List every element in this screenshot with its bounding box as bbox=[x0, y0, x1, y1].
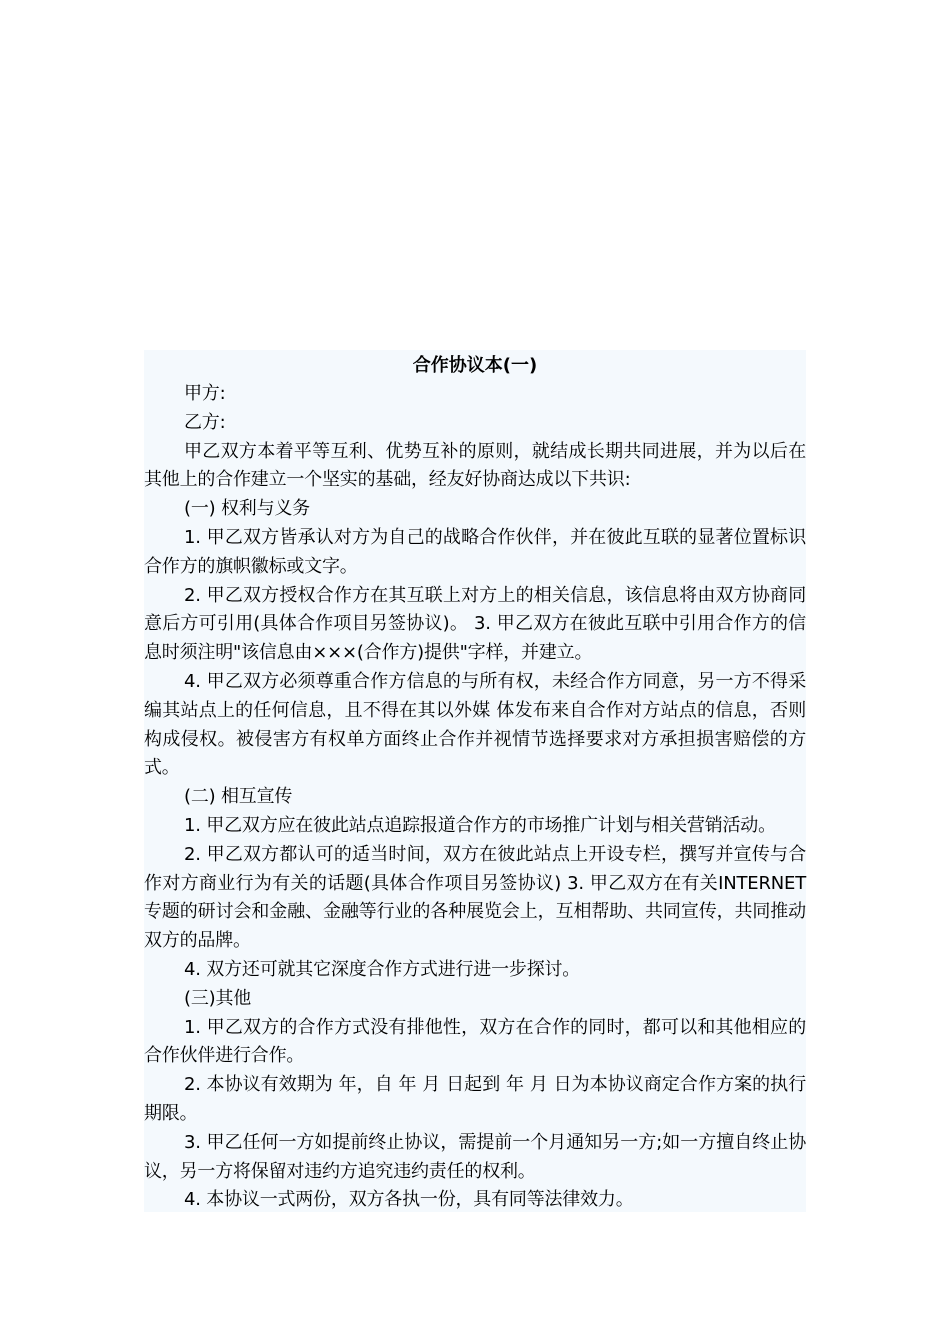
clause-paragraph: 1. 甲乙双方应在彼此站点追踪报道合作方的市场推广计划与相关营销活动。 bbox=[184, 814, 776, 836]
clause-paragraph: 1. 甲乙双方的合作方式没有排他性，双方在合作的同时，都可以和其他相应的合作伙伴进行合作。 bbox=[144, 1016, 806, 1067]
section-heading-other: (三)其他 bbox=[184, 987, 252, 1009]
section-heading-promotion: (二) 相互宣传 bbox=[184, 786, 293, 808]
clause-paragraph: 4. 本协议一式两份，双方各执一份，具有同等法律效力。 bbox=[184, 1189, 634, 1211]
document-body bbox=[144, 380, 806, 1215]
document-title: 合作协议本(一) bbox=[412, 355, 538, 376]
clause-paragraph: 2. 甲乙双方都认可的适当时间，双方在彼此站点上开设专栏，撰写并宣传与合作对方商业行为有关的话题(具体合作项目另签协议) 3. 甲乙双方在有关INTERNET专题的研讨会和金融、金融等行业的各种展览会上，互相帮助、共同宣传，共同推动双方的品牌。 bbox=[144, 843, 806, 952]
clause-paragraph: 1. 甲乙双方皆承认对方为自己的战略合作伙伴，并在彼此互联的显著位置标识合作方的旗帜徽标或文字。 bbox=[144, 526, 806, 577]
preamble-paragraph: 甲乙双方本着平等互利、优势互补的原则，就结成长期共同进展，并为以后在其他上的合作建立一个坚实的基础，经友好协商达成以下共识: bbox=[144, 440, 806, 491]
clause-paragraph: 4. 双方还可就其它深度合作方式进行进一步探讨。 bbox=[184, 958, 581, 980]
clause-paragraph: 4. 甲乙双方必须尊重合作方信息的与所有权，未经合作方同意，另一方不得采编其站点上的任何信息，且不得在其以外媒 体发布来自合作对方站点的信息，否则构成侵权。被侵害方有权单方面终止合作并视情节选择要求对方承担损害赔偿的方式。 bbox=[144, 670, 806, 779]
party-a-line: 甲方: bbox=[184, 383, 226, 404]
clause-paragraph: 2. 本协议有效期为 年，自 年 月 日起到 年 月 日为本协议商定合作方案的执行期限。 bbox=[144, 1074, 806, 1124]
section-heading-rights: (一) 权利与义务 bbox=[184, 498, 310, 520]
party-b-line: 乙方: bbox=[184, 411, 226, 433]
clause-paragraph: 3. 甲乙任何一方如提前终止协议，需提前一个月通知另一方;如一方擅自终止协议，另一方将保留对违约方追究违约责任的权利。 bbox=[144, 1131, 806, 1182]
clause-paragraph: 2. 甲乙双方授权合作方在其互联上对方上的相关信息，该信息将由双方协商同意后方可引用(具体合作项目另签协议)。 3. 甲乙双方在彼此互联中引用合作方的信息时须注明"该信息由×××(合作方)提供"字样，并建立。 bbox=[144, 584, 806, 664]
document-content bbox=[144, 350, 806, 1212]
